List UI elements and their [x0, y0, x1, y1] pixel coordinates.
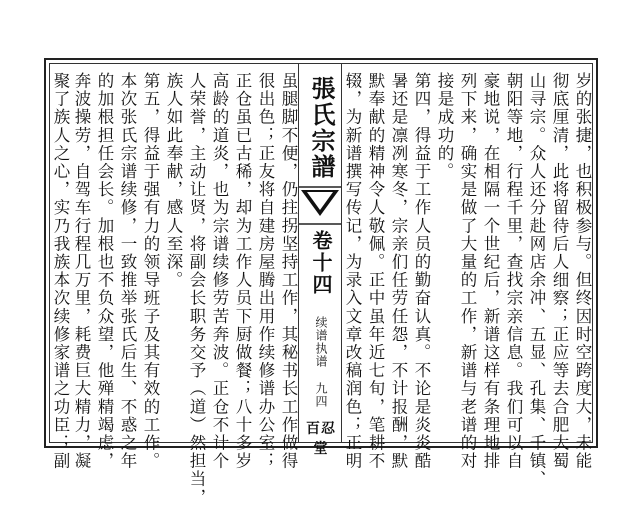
- publisher-mark: 百忍堂: [306, 421, 336, 457]
- right-page-line-3: 山寻宗。众人还分赴网店余冲、五显、孔集、千镇、: [527, 72, 546, 489]
- left-page-line-10: 奔波操劳，自驾车行程几万里，耗费巨大精力，凝: [72, 72, 91, 471]
- right-page-line-4: 朝阳等地，行程千里，查找宗亲信息。我们可以自: [504, 72, 523, 471]
- right-page-line-10: 默奉献的精神令人敬佩。正中虽年近七旬，笔耕不: [366, 72, 385, 471]
- page-number: 九四: [314, 382, 328, 408]
- spine-subtitle: 续谱执谱: [314, 316, 328, 368]
- left-page-line-1: 虽腿脚不便，仍拄拐坚持工作，其秘书长工作做得: [279, 72, 298, 471]
- right-page-line-9: 暑还是凛冽寒冬，宗亲们任劳任怨，不计报酬，默: [389, 72, 408, 471]
- spine-volume: 卷十四: [309, 230, 333, 296]
- left-page-line-5: 人荣誉，主动让贤，将副会长职务交予（道）然担当，: [187, 72, 206, 506]
- left-page-line-4: 高龄的道炎，也为宗谱续修劳苦奔波。正仓不计个: [210, 72, 229, 471]
- page-border: [49, 63, 593, 506]
- left-page-line-6: 族人如此奉献，感人至深。: [164, 72, 183, 290]
- right-page-line-5: 豪地说，在相隔一个世纪后，新谱这样有条理地排: [481, 72, 500, 471]
- left-page-line-3: 正仓虽已古稀，却为工作人员下厨做餐；八十多岁: [233, 72, 252, 471]
- left-page-line-9: 的加根担任会长。加根也不负众望，他殚精竭虑，: [95, 72, 114, 471]
- right-page-line-7: 接是成功的。: [435, 72, 454, 181]
- right-page-line-2: 彻底厘清，此将留待后人细察；正应等去合肥大蜀: [550, 72, 569, 471]
- right-page-line-6: 列下来，确实是做了大量的工作，新谱与老谱的对: [458, 72, 477, 471]
- left-page-line-11: 聚了族人之心，实乃我族本次续修家谱之功臣；副: [51, 72, 70, 471]
- right-page-line-11: 辍，为新谱撰写传记，为录入文章改稿润色；正明: [343, 72, 362, 471]
- right-page-line-1: 岁的张捷，也积极参与。但终因时空跨度大，未能: [573, 72, 592, 471]
- book-page-spread: [44, 58, 598, 506]
- left-page-line-7: 第五，得益于强有力的领导班子及其有效的工作。: [141, 72, 160, 471]
- fishtail-mark-icon: [299, 186, 341, 226]
- left-page-line-2: 很出色；正友将自建房屋腾出用作续修谱办公室；: [256, 72, 275, 471]
- spine-title: 張氏宗譜: [307, 76, 336, 180]
- book-spine: [298, 64, 342, 457]
- left-page-line-8: 本次张氏宗谱续修，一致推举张氏后生、不惑之年: [118, 72, 137, 471]
- right-page-line-8: 第四，得益于工作人员的勤奋认真。不论是炎炎酷: [412, 72, 431, 471]
